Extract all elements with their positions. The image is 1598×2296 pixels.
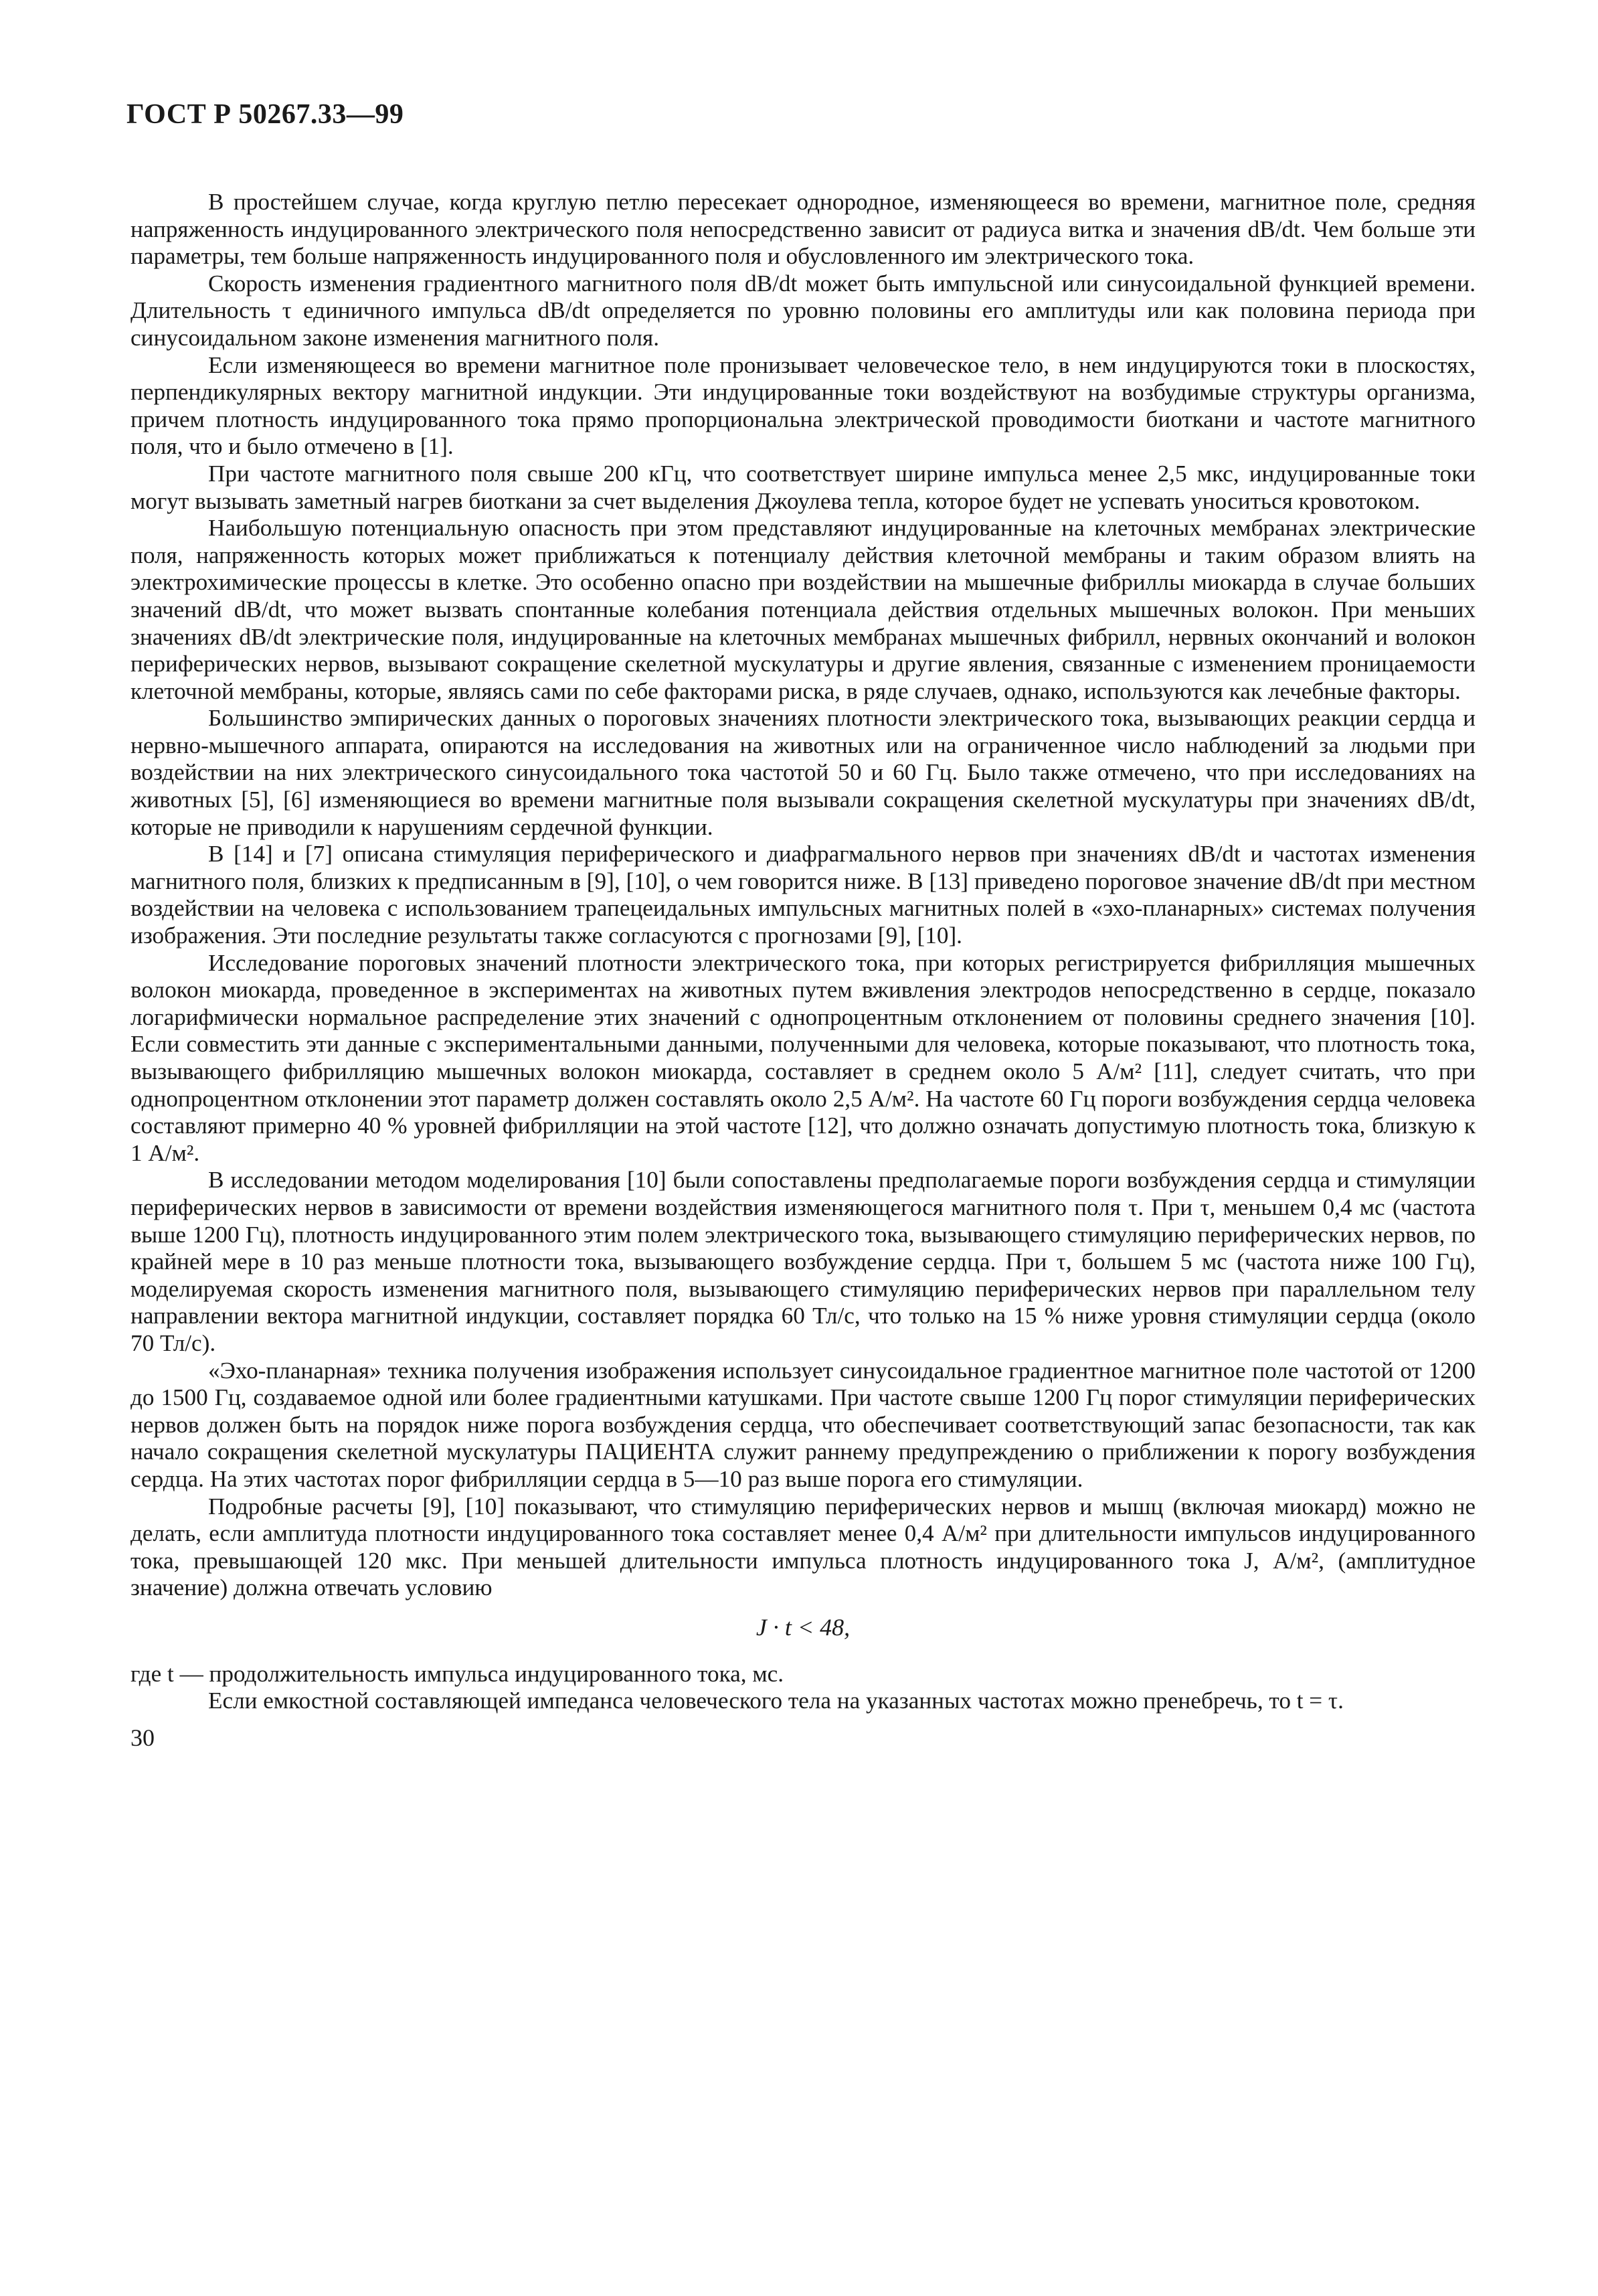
paragraph: Большинство эмпирических данных о пороговых значениях плотности электрического тока, вызывающих реакции сердца и нервно-мышечного аппарата, опираются на исследования на животных или на ограниченное число наблюдений за людьми при воздействии на них электрического синусоидального тока частотой 50 и 60 Гц. Было также отмечено, что при исследованиях на животных [5], [6] изменяющиеся во времени магнитные поля вызывали сокращения скелетной мускулатуры при значениях dB/dt, которые не приводили к нарушениям сердечной функции. [130,705,1476,840]
paragraph: При частоте магнитного поля свыше 200 кГц, что соответствует ширине импульса менее 2,5 мкс, индуцированные токи могут вызывать заметный нагрев биоткани за счет выделения Джоулева тепла, которое будет не успевать уноситься кровотоком. [130,460,1476,514]
formula-explanation: где t — продолжительность импульса индуцированного тока, мс. [130,1660,784,1687]
paragraph: Подробные расчеты [9], [10] показывают, что стимуляцию периферических нервов и мышц (включая миокард) можно не делать, если амплитуда плотности индуцированного тока составляет менее 0,4 А/м² при длительности импульсов индуцированного тока, превышающей 120 мкс. При меньшей длительности импульса плотность индуцированного тока J, А/м², (амплитудное значение) должна отвечать условию [130,1493,1476,1601]
paragraph: «Эхо-планарная» техника получения изображения использует синусоидальное градиентное магнитное поле частотой от 1200 до 1500 Гц, создаваемое одной или более градиентными катушками. При частоте свыше 1200 Гц порог стимуляции периферических нервов должен быть на порядок ниже порога возбуждения сердца, что обеспечивает соответствующий запас безопасности, так как начало сокращения скелетной мускулатуры ПАЦИЕНТА служит раннему предупреждению о приближении к порогу возбуждения сердца. На этих частотах порог фибрилляции сердца в 5—10 раз выше порога его стимуляции. [130,1357,1476,1492]
formula-text: J · t < 48, [756,1613,851,1641]
document-page [126,99,1476,1752]
page-number: 30 [130,1724,155,1752]
paragraph: Если емкостной составляющей импеданса человеческого тела на указанных частотах можно пренебречь, то t = τ. [208,1688,1344,1714]
paragraph: В исследовании методом моделирования [10] были сопоставлены предполагаемые пороги возбуждения сердца и стимуляции периферических нервов в зависимости от времени воздействия изменяющегося магнитного поля τ. При τ, меньшем 0,4 мс (частота выше 1200 Гц), плотность индуцированного этим полем электрического тока, вызывающего стимуляцию периферических нервов, по крайней мере в 10 раз меньше плотности тока, вызывающего возбуждение сердца. При τ, большем 5 мс (частота ниже 100 Гц), моделируемая скорость изменения магнитного поля, вызывающего стимуляцию периферических нервов при параллельном телу направлении вектора магнитной индукции, составляет порядка 60 Тл/с, что только на 15 % ниже уровня стимуляции сердца (около 70 Тл/с). [130,1167,1476,1356]
paragraph: Если изменяющееся во времени магнитное поле пронизывает человеческое тело, в нем индуцируются токи в плоскостях, перпендикулярных вектору магнитной индукции. Эти индуцированные токи воздействуют на возбудимые структуры организма, причем плотность индуцированного тока прямо пропорциональна электрической проводимости биоткани и частоте магнитного поля, что и было отмечено в [1]. [130,351,1476,460]
paragraph: Исследование пороговых значений плотности электрического тока, при которых регистрируется фибрилляция мышечных волокон миокарда, проведенное в экспериментах на животных путем вживления электродов непосредственно в сердце, показало логарифмически нормальное распределение этих значений с однопроцентным отклонением от половины среднего значения [10]. Если совместить эти данные с экспериментальными данными, полученными для человека, которые показывают, что плотность тока, вызывающего фибрилляцию мышечных волокон миокарда, составляет в среднем около 5 А/м² [11], следует считать, что при однопроцентном отклонении этот параметр должен составлять около 2,5 А/м². На частоте 60 Гц пороги возбуждения сердца человека составляют примерно 40 % уровней фибрилляции на этой частоте [12], что должно означать допустимую плотность тока, близкую к 1 А/м². [130,949,1476,1166]
paragraph: Наибольшую потенциальную опасность при этом представляют индуцированные на клеточных мембранах электрические поля, напряженность которых может приближаться к потенциалу действия клеточной мембраны и таким образом влиять на электрохимические процессы в клетке. Это особенно опасно при воздействии на мышечные фибриллы миокарда в случае больших значений dB/dt, что может вызвать спонтанные колебания потенциала действия отдельных мышечных волокон. При меньших значениях dB/dt электрические поля, индуцированные на клеточных мембранах мышечных фибрилл, нервных окончаний и волокон периферических нервов, вызывают сокращение скелетной мускулатуры и другие явления, связанные с изменением проницаемости клеточной мембраны, которые, являясь сами по себе факторами риска, в ряде случаев, однако, используются как лечебные факторы. [130,515,1476,704]
paragraph: В простейшем случае, когда круглую петлю пересекает однородное, изменяющееся во времени, магнитное поле, средняя напряженность индуцированного электрического поля непосредственно зависит от радиуса витка и значения dB/dt. Чем больше эти параметры, тем больше напряженность индуцированного поля и обусловленного им электрического тока. [130,189,1476,270]
document-header: ГОСТ Р 50267.33—99 [126,99,404,130]
formula [130,1614,1476,1641]
paragraph: В [14] и [7] описана стимуляция периферического и диафрагмального нервов при значениях dB/dt и частотах изменения магнитного поля, близких к предписанным в [9], [10], о чем говорится ниже. В [13] приведено пороговое значение dB/dt при местном воздействии на человека с использованием трапецеидальных импульсных магнитных полей в «эхо-планарных» системах получения изображения. Эти последние результаты также согласуются с прогнозами [9], [10]. [130,841,1476,949]
paragraph: Скорость изменения градиентного магнитного поля dB/dt может быть импульсной или синусоидальной функцией времени. Длительность τ единичного импульса dB/dt определяется по уровню половины его амплитуды или как половина периода при синусоидальном законе изменения магнитного поля. [130,270,1476,351]
